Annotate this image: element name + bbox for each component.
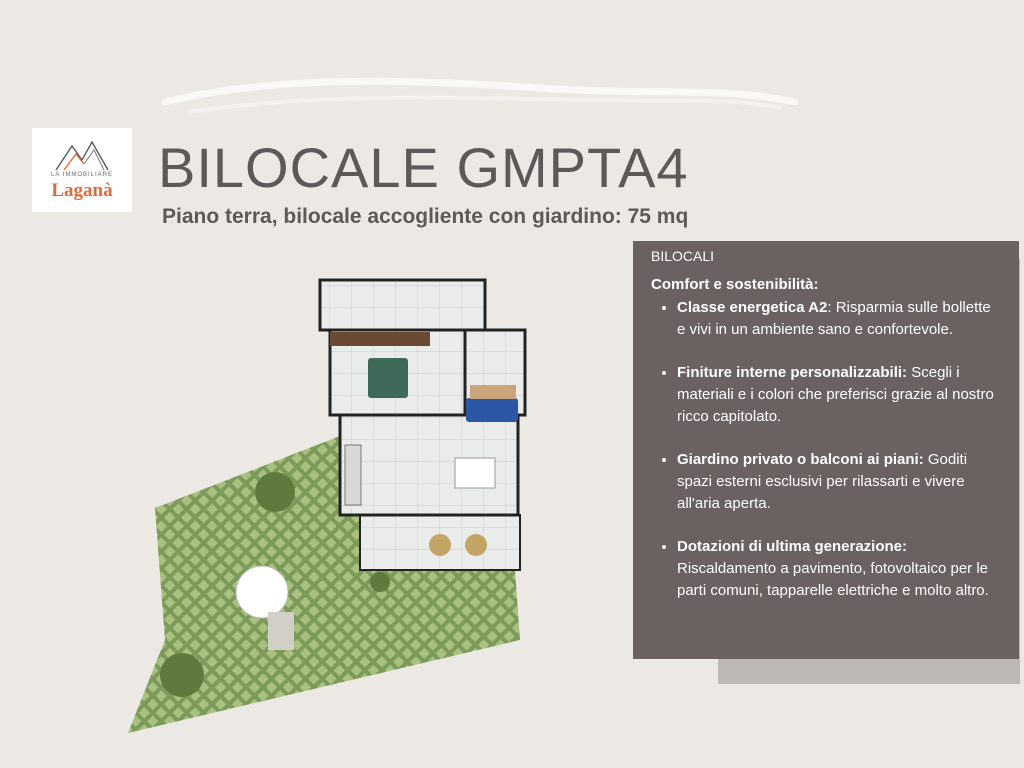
feature-item xyxy=(677,536,1001,602)
bathroom xyxy=(320,280,485,330)
page-subtitle: Piano terra, bilocale accogliente con giardino: 75 mq xyxy=(162,205,689,228)
patio-chair-2 xyxy=(465,534,487,556)
feature-title: Classe energetica A2 xyxy=(677,299,828,316)
mountains-icon xyxy=(54,138,110,172)
feature-item xyxy=(677,362,1001,428)
company-logo xyxy=(32,128,132,212)
patio-chair-1 xyxy=(429,534,451,556)
feature-text: Risparmia sulle bollette e vivi in un ambiente sano e confortevole. xyxy=(677,299,991,338)
feature-item xyxy=(677,449,1001,515)
floor-plan-image xyxy=(120,268,540,738)
panel-heading: Comfort e sostenibilità: xyxy=(651,276,819,293)
bed xyxy=(368,358,408,398)
closet xyxy=(330,332,430,346)
info-panel xyxy=(633,241,1019,659)
feature-text: Riscaldamento a pavimento, fotovoltaico per le parti comuni, tapparelle elettriche e molto altro. xyxy=(677,560,989,599)
feature-title: Giardino privato o balconi ai piani: xyxy=(677,451,924,468)
parasol xyxy=(236,566,288,618)
brush-stroke-decoration xyxy=(160,72,800,120)
panel-category: BILOCALI xyxy=(651,248,715,264)
shrub xyxy=(370,572,390,592)
sun-lounger xyxy=(268,612,294,650)
rug xyxy=(470,385,516,399)
feature-text: Scegli i materiali e i colori che preferisci grazie al nostro ricco capitolato. xyxy=(677,364,994,425)
logo-name: Laganà xyxy=(51,180,113,201)
feature-item xyxy=(677,297,1001,341)
feature-title: Finiture interne personalizzabili: xyxy=(677,364,908,381)
sofa xyxy=(466,398,518,422)
dining-table xyxy=(455,458,495,488)
feature-text: Goditi spazi esterni esclusivi per rilassarti e vivere all'aria aperta. xyxy=(677,451,968,512)
kitchen-counter xyxy=(345,445,361,505)
feature-title: Dotazioni di ultima generazione: xyxy=(677,538,908,555)
logo-tagline: LA IMMOBILIARE xyxy=(50,172,113,178)
features-list xyxy=(651,297,1001,602)
tree-2 xyxy=(160,653,204,697)
tree-1 xyxy=(255,472,295,512)
page-title: BILOCALE GMPTA4 xyxy=(158,136,689,199)
feature-separator: : xyxy=(827,299,836,316)
